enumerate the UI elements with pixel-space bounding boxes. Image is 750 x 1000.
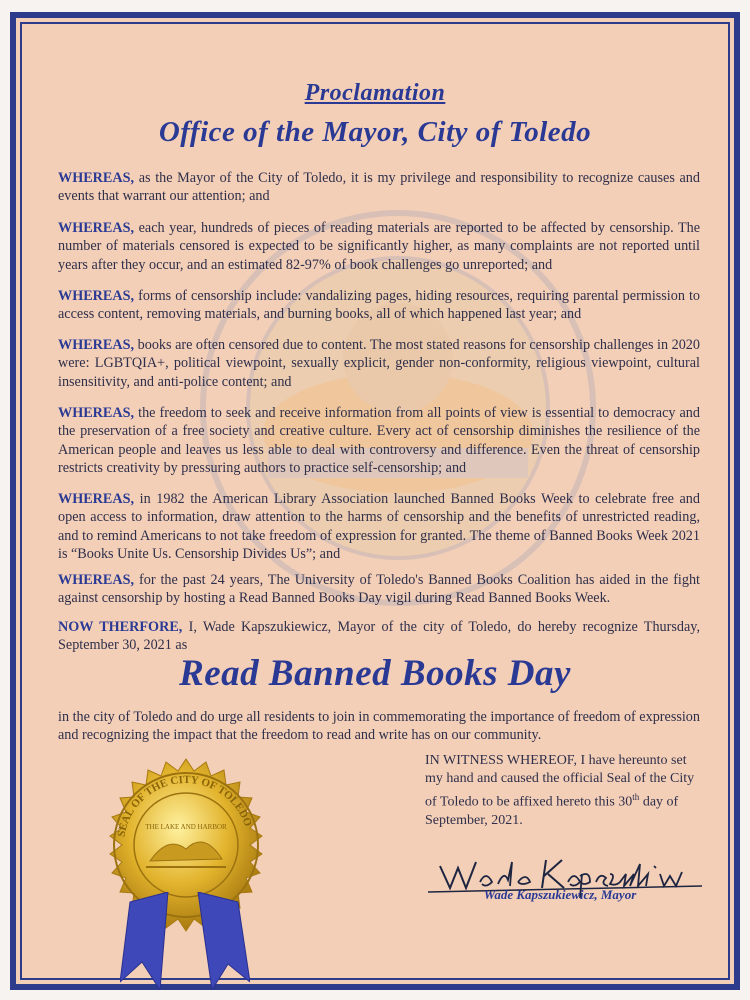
paragraph-keyword: WHEREAS,: [58, 337, 135, 353]
paragraph-text: in 1982 the American Library Association launched Banned Books Week to celebrate free and open access to information, draw attention to the harms of censorship and the benefits of unrestricted reading, and to remind Americans to not take freedom of expression for granted. The theme of Banned Books Week 2021 is “Books Unite Us. Censorship Divides Us”; and: [58, 491, 700, 562]
printed-signature-name: Wade Kapszukiewicz, Mayor: [483, 887, 637, 902]
witness-text: IN WITNESS WHEREOF, I have hereunto set my hand and caused the official Seal of the City of Toledo to be affixed hereto this 30: [425, 753, 695, 810]
paragraph-text: books are often censored due to content. The most stated reasons for censorship challenges in 2020 were: LGBTQIA+, political viewpoint, sexually explicit, gender non-conformity, religious viewpoint, cultural insensitivity, and anti-police content; and: [58, 337, 700, 390]
paragraph-text: the freedom to seek and receive information from all points of view is essential to democracy and the preservation of a free society and creative culture. Every act of censorship diminishes the resilience of the American people and leaves us less able to deal with controversy and difference. Even the threat of censorship restricts creativity by pressuring authors to practice self-censorship; and: [58, 405, 700, 476]
paragraph-keyword: WHEREAS,: [58, 491, 135, 507]
seal-ribbons: [120, 892, 250, 990]
office-title: Office of the Mayor, City of Toledo: [158, 116, 592, 148]
witness-superscript: th: [632, 792, 640, 802]
witness-clause: [425, 752, 695, 830]
paragraph-keyword: WHEREAS,: [58, 288, 135, 304]
paragraph-text: each year, hundreds of pieces of reading materials are reported to be affected by censorship. The number of materials censored is expected to be significantly higher, as many complaints are not reported until years after they occur, and an estimated 82-97% of book challenges go unreported; and: [58, 220, 700, 273]
witness-text-end: day of September, 2021.: [425, 794, 679, 828]
paragraph-keyword: WHEREAS,: [58, 220, 135, 236]
paragraph-keyword: WHEREAS,: [58, 170, 135, 186]
document-title: Proclamation: [304, 80, 446, 106]
closing-paragraph: in the city of Toledo and do urge all residents to join in commemorating the importance of freedom of expression and recognizing the impact that the freedom to read and write has on our community.: [58, 709, 700, 744]
seal-ring-text: SEAL OF THE CITY OF TOLEDO: [115, 773, 254, 838]
paragraph-text: for the past 24 years, The University of Toledo's Banned Books Coalition has aided in the fight against censorship by hosting a Read Banned Books Day vigil during Read Banned Books Week.: [58, 572, 700, 607]
paragraph-text: forms of censorship include: vandalizing pages, hiding resources, requiring parental permission to access content, removing materials, and burning books, all of which happened last year; and: [58, 288, 700, 323]
paragraph-keyword: WHEREAS,: [58, 572, 135, 588]
paragraph-text: I, Wade Kapszukiewicz, Mayor of the city of Toledo, do hereby recognize Thursday, September 30, 2021 as: [58, 619, 700, 654]
paragraph-keyword: NOW THERFORE,: [58, 619, 183, 635]
whereas-paragraph-1: [58, 169, 700, 206]
whereas-paragraph-5: [58, 404, 700, 477]
proclamation-document: [10, 12, 740, 990]
whereas-paragraph-7: [58, 571, 700, 608]
paragraph-text: as the Mayor of the City of Toledo, it is my privilege and responsibility to recognize causes and events that warrant our attention; and: [58, 170, 700, 205]
now-therefore-paragraph: [58, 618, 700, 655]
whereas-paragraph-4: [58, 336, 700, 391]
day-title: Read Banned Books Day: [179, 653, 571, 694]
whereas-paragraph-3: [58, 287, 700, 324]
whereas-paragraph-6: [58, 490, 700, 563]
mayor-signature: [420, 844, 710, 914]
seal-inner-text: THE LAKE AND HARBOR: [145, 823, 227, 831]
paragraph-keyword: WHEREAS,: [58, 405, 135, 421]
whereas-paragraph-2: [58, 219, 700, 274]
